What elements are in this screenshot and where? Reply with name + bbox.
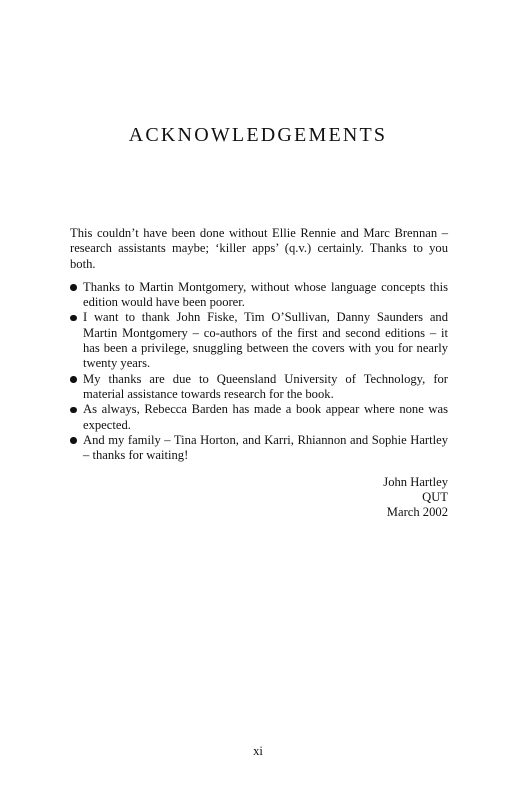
list-item	[70, 402, 448, 433]
bullet-icon	[70, 376, 77, 383]
list-item-text: My thanks are due to Queensland University of Technology, for material assistance towards research for the book.	[83, 371, 448, 401]
list-item-text: And my family – Tina Horton, and Karri, Rhiannon and Sophie Hartley – thanks for waiting!	[83, 432, 448, 463]
acknowledgements-body	[70, 226, 448, 520]
list-item	[70, 433, 448, 464]
page-title: ACKNOWLEDGEMENTS	[128, 124, 388, 146]
list-item-text: As always, Rebecca Barden has made a book appear where none was expected.	[83, 402, 448, 432]
list-item	[70, 280, 448, 311]
signature-date: March 2002	[386, 505, 448, 520]
list-item-text: Thanks to Martin Montgomery, without whose language concepts this edition would have been poorer.	[83, 279, 448, 310]
list-item	[70, 372, 448, 403]
list-item	[70, 310, 448, 371]
bullet-icon	[70, 315, 77, 322]
intro-paragraph: This couldn’t have been done without Ellie Rennie and Marc Brennan – research assistants maybe; ‘killer apps’ (q.v.) certainly. Thanks to you both.	[70, 226, 448, 271]
bullet-icon	[70, 284, 77, 291]
signature-name: John Hartley	[383, 475, 448, 490]
signature-institution: QUT	[422, 490, 448, 505]
acknowledgements-list	[70, 280, 448, 464]
page-number: xi	[253, 744, 263, 758]
bullet-icon	[70, 437, 77, 444]
signature-block	[70, 475, 448, 520]
list-item-text: I want to thank John Fiske, Tim O’Sullivan, Danny Saunders and Martin Montgomery – co-authors of the first and second editions – it has been a privilege, snuggling between the covers with you for nearly twenty years.	[83, 310, 448, 371]
bullet-icon	[70, 407, 77, 414]
